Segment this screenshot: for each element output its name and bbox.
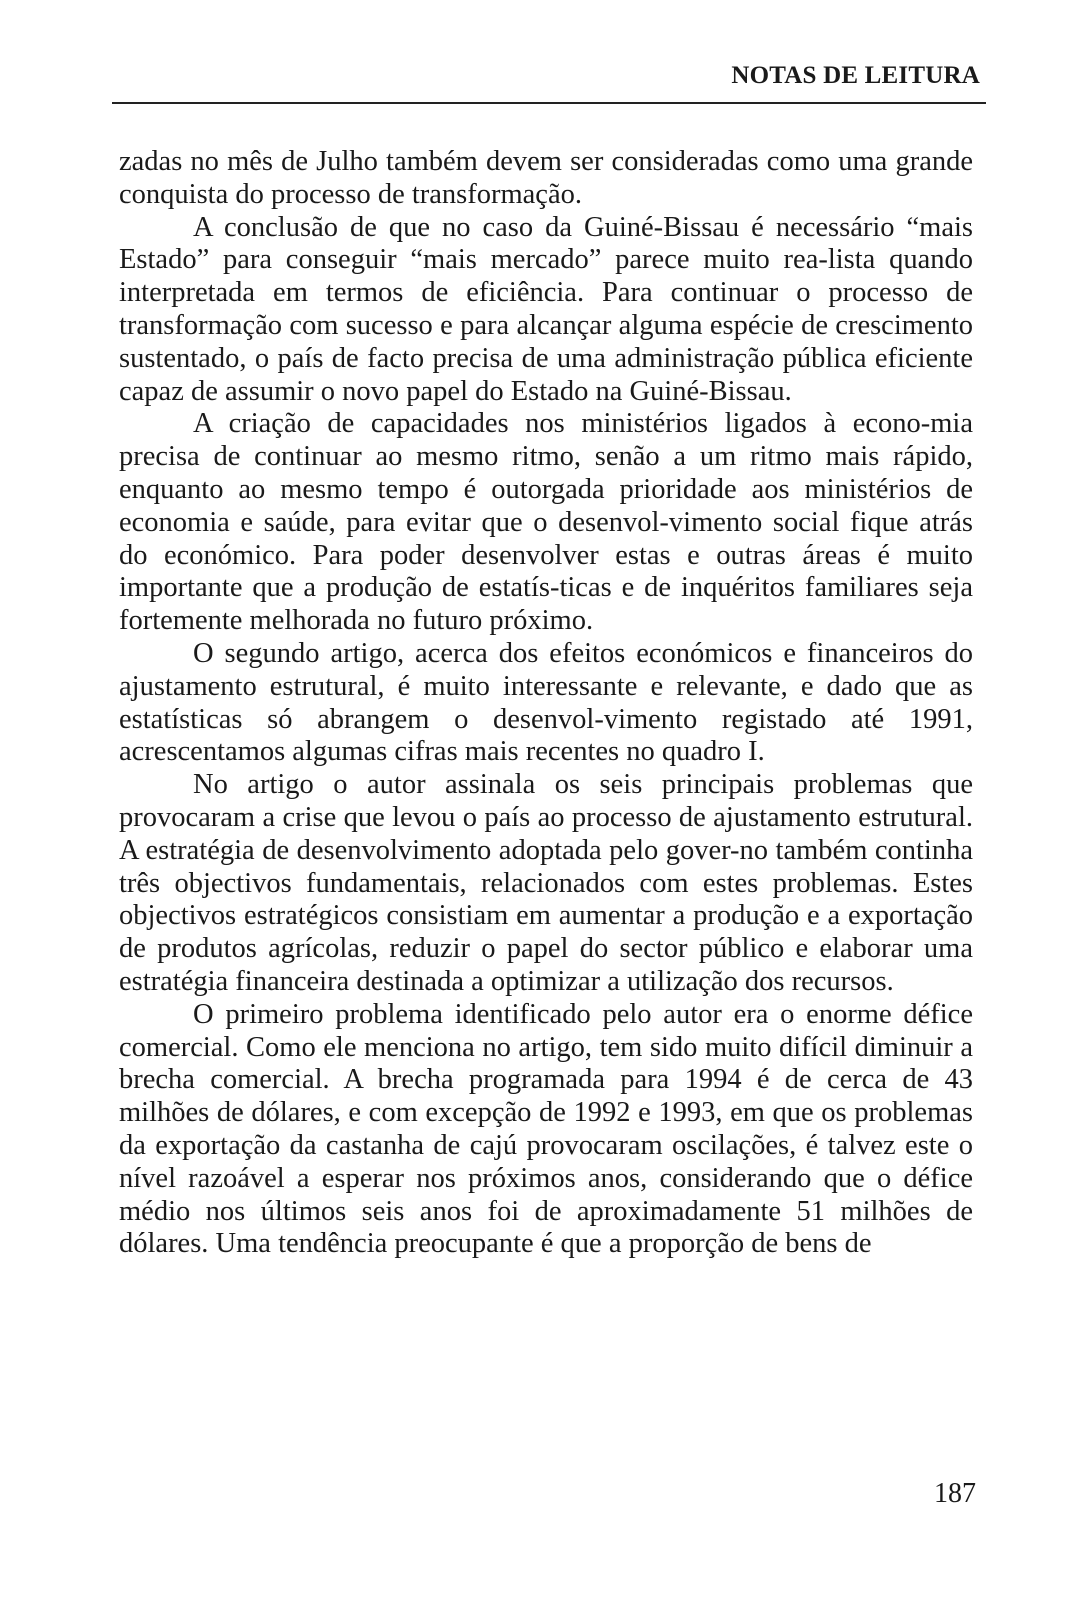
paragraph: A conclusão de que no caso da Guiné-Bissau é necessário “mais Estado” para conseguir “mais mercado” parece muito rea-lista quando interpretada em termos de eficiência. Para continuar o processo de transformação com sucesso e para alcançar alguma espécie de crescimento sustentado, o país de facto precisa de uma administração pública eficiente capaz de assumir o novo papel do Estado na Guiné-Bissau. [119, 211, 973, 407]
page-number: 187 [934, 1478, 976, 1509]
body-text [119, 146, 973, 1261]
paragraph-continuation: zadas no mês de Julho também devem ser consideradas como uma grande conquista do processo de transformação. [119, 146, 973, 210]
paragraph: O primeiro problema identificado pelo autor era o enorme défice comercial. Como ele menciona no artigo, tem sido muito difícil diminuir a brecha comercial. A brecha programada para 1994 é de cerca de 43 milhões de dólares, e com excepção de 1992 e 1993, em que os problemas da exportação da castanha de cajú provocaram oscilações, é talvez este o nível razoável a esperar nos próximos anos, considerando que o défice médio nos últimos seis anos foi de aproximadamente 51 milhões de dólares. Uma tendência preocupante é que a proporção de bens de [119, 998, 973, 1260]
paragraph: A criação de capacidades nos ministérios ligados à econo-mia precisa de continuar ao mesmo ritmo, senão a um ritmo mais rápido, enquanto ao mesmo tempo é outorgada prioridade aos ministérios de economia e saúde, para evitar que o desenvol-vimento social fique atrás do económico. Para poder desenvolver estas e outras áreas é muito importante que a produção de estatís-ticas e de inquéritos familiares seja fortemente melhorada no futuro próximo. [119, 408, 973, 637]
running-header-title: NOTAS DE LEITURA [731, 62, 980, 89]
paragraph: O segundo artigo, acerca dos efeitos económicos e financeiros do ajustamento estrutural, é muito interessante e relevante, e dado que as estatísticas só abrangem o desenvol-vimento registado até 1991, acrescentamos algumas cifras mais recentes no quadro I. [119, 637, 973, 768]
header-rule [112, 102, 986, 104]
paragraph: No artigo o autor assinala os seis principais problemas que provocaram a crise que levou o país ao processo de ajustamento estrutural. A estratégia de desenvolvimento adoptada pelo gover-no também continha três objectivos fundamentais, relacionados com estes problemas. Estes objectivos estratégicos consistiam em aumentar a produção e a exportação de produtos agrícolas, reduzir o papel do sector público e elaborar uma estratégia financeira destinada a optimizar a utilização dos recursos. [119, 769, 973, 997]
